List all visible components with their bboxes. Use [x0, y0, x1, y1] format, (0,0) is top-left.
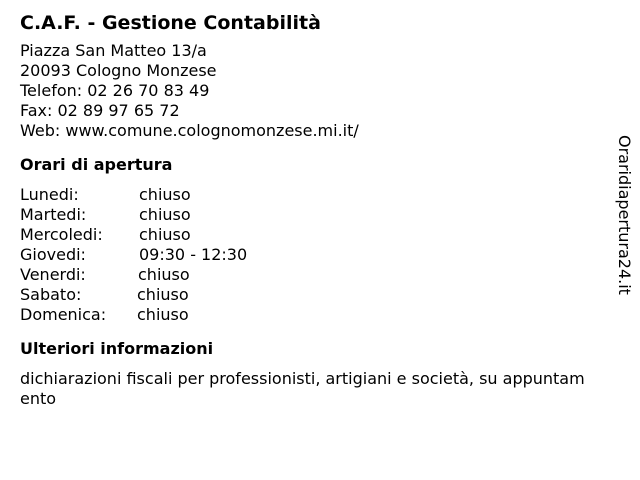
- hours-table: [20, 185, 600, 325]
- hours-heading: Orari di apertura: [20, 155, 173, 174]
- hours-value: chiuso: [137, 305, 189, 324]
- day-label: Mercoledi:: [20, 225, 103, 244]
- hours-row-thursday: [20, 245, 600, 265]
- address-city: 20093 Cologno Monzese: [20, 61, 217, 80]
- day-label: Venerdi:: [20, 265, 86, 284]
- info-heading: Ulteriori informazioni: [20, 339, 214, 358]
- hours-row-friday: [20, 265, 600, 285]
- day-label: Martedi:: [20, 205, 87, 224]
- hours-row-monday: [20, 185, 600, 205]
- hours-value: chiuso: [139, 225, 191, 244]
- day-label: Sabato:: [20, 285, 82, 304]
- day-label: Giovedi:: [20, 245, 86, 264]
- website-link: Web: www.comune.colognomonzese.mi.it/: [20, 121, 359, 140]
- info-text: dichiarazioni fiscali per professionisti, artigiani e società, su appuntamento: [20, 369, 585, 408]
- hours-value: chiuso: [138, 265, 190, 284]
- hours-value: chiuso: [139, 185, 191, 204]
- hours-value: chiuso: [139, 205, 191, 224]
- address-street: Piazza San Matteo 13/a: [20, 41, 207, 60]
- day-label: Lunedi:: [20, 185, 79, 204]
- hours-row-wednesday: [20, 225, 600, 245]
- site-watermark: Oraridiapertura24.it: [615, 135, 634, 295]
- contact-block: [20, 41, 600, 141]
- business-card: [20, 9, 600, 409]
- hours-value: chiuso: [137, 285, 189, 304]
- hours-value: 09:30 - 12:30: [139, 245, 248, 264]
- phone-number: Telefon: 02 26 70 83 49: [20, 81, 210, 100]
- hours-row-tuesday: [20, 205, 600, 225]
- hours-row-saturday: [20, 285, 600, 305]
- day-label: Domenica:: [20, 305, 107, 324]
- business-title: C.A.F. - Gestione Contabilità: [20, 12, 321, 34]
- fax-number: Fax: 02 89 97 65 72: [20, 101, 180, 120]
- hours-row-sunday: [20, 305, 600, 325]
